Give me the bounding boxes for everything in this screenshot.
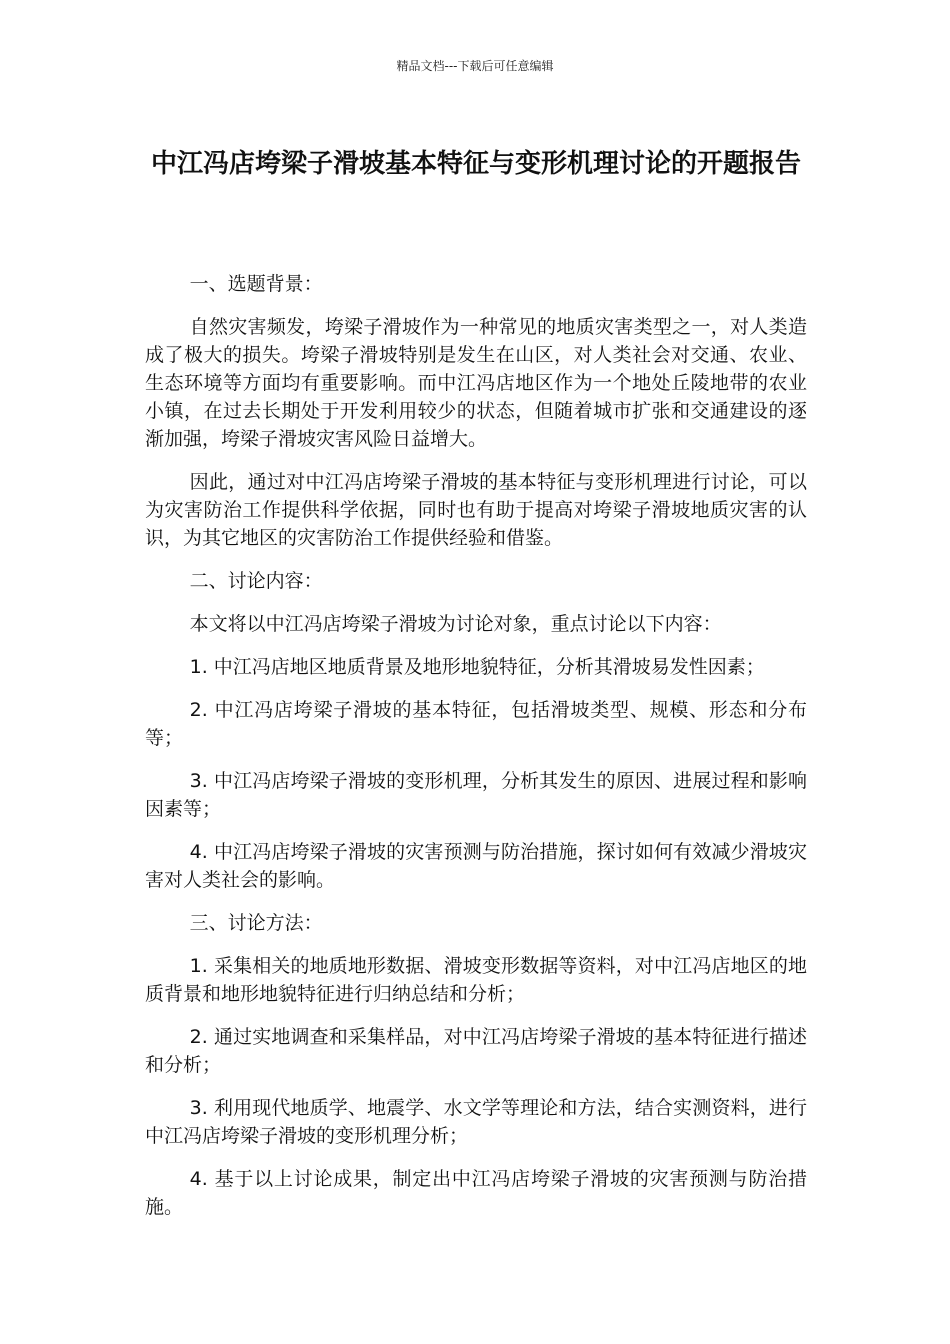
section-heading-methods: 三、讨论方法： [189,912,323,934]
list-item-content-3: 3. 中江冯店垮梁子滑坡的变形机理，分析其发生的原因、进展过程和影响因素等； [145,770,807,820]
list-item-method-4: 4. 基于以上讨论成果，制定出中江冯店垮梁子滑坡的灾害预测与防治措施。 [145,1168,807,1218]
list-item-method-1: 1. 采集相关的地质地形数据、滑坡变形数据等资料，对中江冯店地区的地质背景和地形地貌特征进行归纳总结和分析； [145,955,807,1005]
paragraph-background-1: 自然灾害频发，垮梁子滑坡作为一种常见的地质灾害类型之一，对人类造成了极大的损失。垮梁子滑坡特别是发生在山区，对人类社会对交通、农业、生态环境等方面均有重要影响。而中江冯店地区作为一个地处丘陵地带的农业小镇，在过去长期处于开发利用较少的状态，但随着城市扩张和交通建设的逐渐加强，垮梁子滑坡灾害风险日益增大。 [145,316,807,450]
list-item-content-2: 2. 中江冯店垮梁子滑坡的基本特征，包括滑坡类型、规模、形态和分布等； [145,699,807,749]
paragraph-background-2: 因此，通过对中江冯店垮梁子滑坡的基本特征与变形机理进行讨论，可以为灾害防治工作提供科学依据，同时也有助于提高对垮梁子滑坡地质灾害的认识，为其它地区的灾害防治工作提供经验和借鉴。 [145,471,807,549]
list-item-content-4: 4. 中江冯店垮梁子滑坡的灾害预测与防治措施，探讨如何有效减少滑坡灾害对人类社会的影响。 [145,841,807,891]
document-title: 中江冯店垮梁子滑坡基本特征与变形机理讨论的开题报告 [150,149,801,179]
section-heading-background: 一、选题背景： [189,273,323,295]
page-header: 精品文档---下载后可任意编辑 [396,59,554,73]
paragraph-content-intro: 本文将以中江冯店垮梁子滑坡为讨论对象，重点讨论以下内容： [189,613,722,635]
list-item-method-2: 2. 通过实地调查和采集样品，对中江冯店垮梁子滑坡的基本特征进行描述和分析； [145,1026,807,1076]
list-item-method-3: 3. 利用现代地质学、地震学、水文学等理论和方法，结合实测资料，进行中江冯店垮梁子滑坡的变形机理分析； [145,1097,807,1147]
section-heading-content: 二、讨论内容： [189,570,323,592]
list-item-content-1: 1. 中江冯店地区地质背景及地形地貌特征，分析其滑坡易发性因素； [189,656,765,678]
document-body [145,270,807,1236]
